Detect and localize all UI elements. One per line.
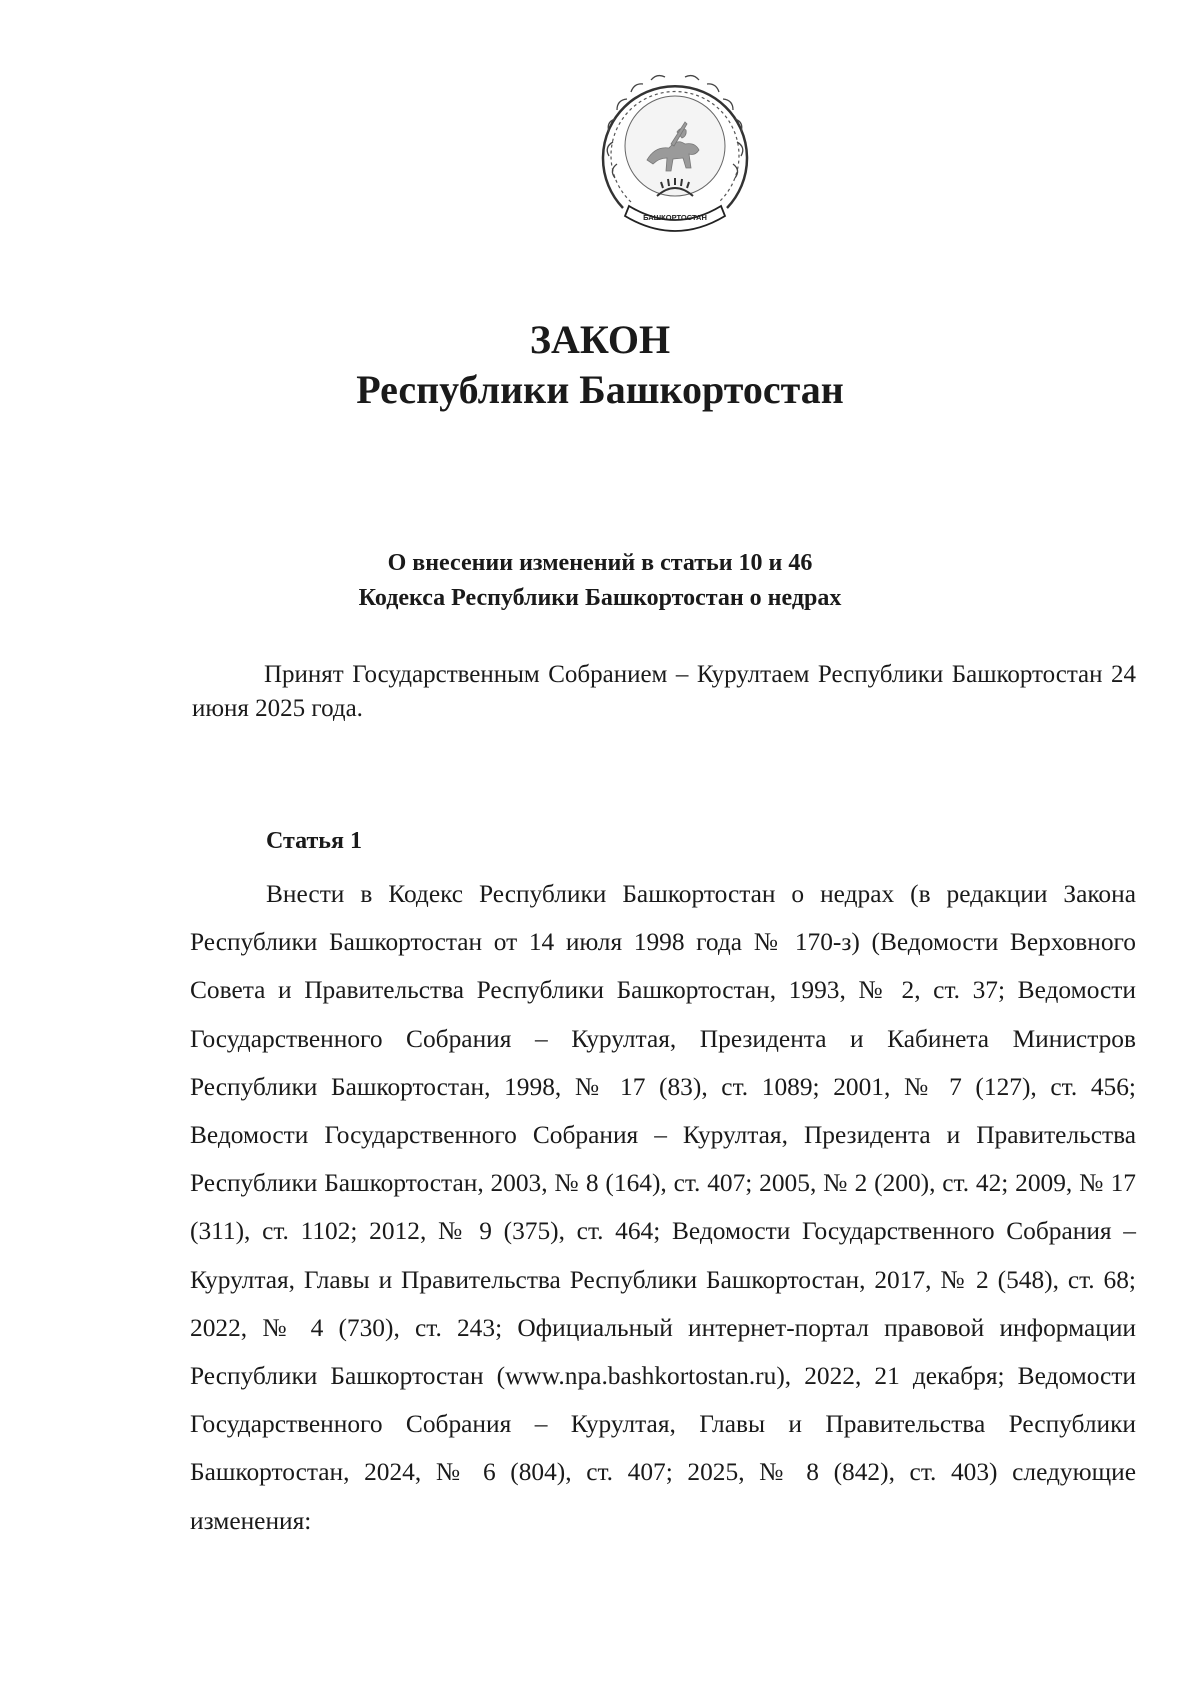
law-subject-line-2: Кодекса Республики Башкортостан о недрах xyxy=(358,585,842,611)
article-heading: Статья 1 xyxy=(266,828,362,854)
adoption-statement: Принят Государственным Собранием – Курултаем Республики Башкортостан 24 июня 2025 года. xyxy=(192,661,1136,722)
emblem-caption: БАШКОРТОСТАН xyxy=(643,213,707,222)
law-title: ЗАКОН xyxy=(529,317,671,362)
law-subtitle: Республики Башкортостан xyxy=(356,367,844,412)
law-subject-line-1: О внесении изменений в статьи 10 и 46 xyxy=(387,550,813,576)
bashkortostan-coat-of-arms-icon xyxy=(585,58,765,243)
article-body: Внести в Кодекс Республики Башкортостан о недрах (в редакции Закона Республики Башкортостан от 14 июля 1998 года № 170-з) (Ведомости Верховного Совета и Правительства Республики Башкортостан, 1993, № 2, ст. 37; Ведомости Государственного Собрания – Курултая, Президента и Кабинета Министров Республики Башкортостан, 1998, № 17 (83), ст. 1089; 2001, № 7 (127), ст. 456; Ведомости Государственного Собрания – Курултая, Президента и Правительства Республики Башкортостан, 2003, № 8 (164), ст. 407; 2005, № 2 (200), ст. 42; 2009, № 17 (311), ст. 1102; 2012, № 9 (375), ст. 464; Ведомости Государственного Собрания – Курултая, Главы и Правительства Республики Башкортостан, 2017, № 2 (548), ст. 68; 2022, № 4 (730), ст. 243; Официальный интернет-портал правовой информации Республики Башкортостан (www.npa.bashkortostan.ru), 2022, 21 декабря; Ведомости Государственного Собрания – Курултая, Главы и Правительства Республики Башкортостан, 2024, № 6 (804), ст. 407; 2025, № 8 (842), ст. 403) следующие изменения: xyxy=(190,880,1136,1535)
coat-of-arms-emblem xyxy=(585,58,765,243)
